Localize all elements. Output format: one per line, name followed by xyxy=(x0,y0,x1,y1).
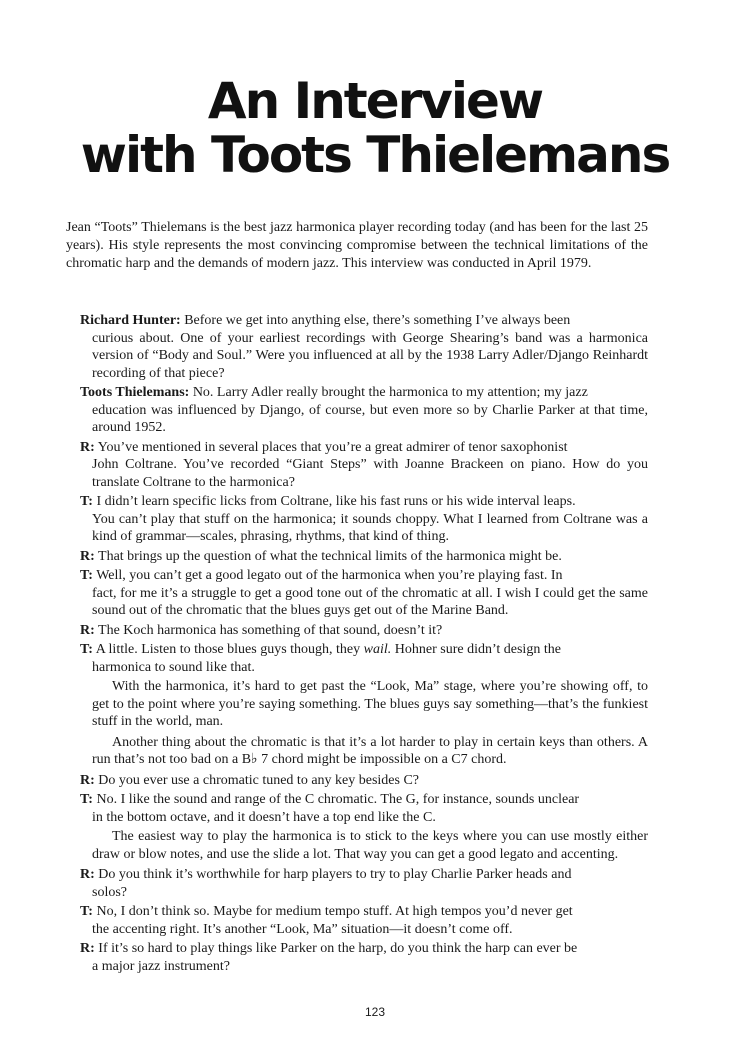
speaker-label: T: xyxy=(80,904,93,919)
dialogue-entry: Toots Thielemans: No. Larry Adler really brought the harmonica to my attention; my jazz education was influenced by Django, of course, but even more so by Charlie Parker at that time, around 1952. xyxy=(80,385,648,435)
continued-paragraph: The easiest way to play the harmonica is to stick to the keys where you can use mostly either draw or blow notes, and use the slide a lot. That way you can get a good legato and accenting. xyxy=(92,829,648,862)
speaker-label: Toots Thielemans: xyxy=(80,385,190,400)
dialogue-entry: T: No, I don’t think so. Maybe for medium tempo stuff. At high tempos you’d never get the accenting right. It’s another “Look, Ma” situation—it doesn’t come off. xyxy=(80,904,573,937)
page-number: 123 xyxy=(364,1005,386,1019)
dialogue-entry: R: You’ve mentioned in several places that you’re a great admirer of tenor saxophonist John Coltrane. You’ve recorded “Giant Steps” with Joanne Brackeen on piano. How do you translate Coltrane to the harmonica? xyxy=(80,439,648,490)
dialogue-entry: Richard Hunter: Before we get into anything else, there’s something I’ve always been curious about. One of your earliest recordings with George Shearing’s band was a harmonica version of “Body and Soul.” Were you influenced at all by the 1938 Larry Adler/Django Reinhardt recording of that piece? xyxy=(80,313,648,381)
speaker-label: R: xyxy=(80,439,95,455)
dialogue-entry: T: I didn’t learn specific licks from Coltrane, like his fast runs or his wide interval leaps. You can’t play that stuff on the harmonica; it sounds choppy. What I learned from Coltrane was a kind of grammar—scales, phrasing, rhythms, that kind of thing. xyxy=(80,494,648,544)
interview-dialogue xyxy=(80,312,648,977)
speaker-label: T: xyxy=(80,792,93,807)
emphasis-text: wail. xyxy=(363,642,392,657)
speaker-label: T: xyxy=(80,494,93,509)
continued-paragraph: With the harmonica, it’s hard to get past the “Look, Ma” stage, where you’re showing off, to get to the point where you’re saying something. The blues guys say something—that’s the funkiest stuff in the world, man. xyxy=(92,679,648,729)
dialogue-entry: R: The Koch harmonica has something of that sound, doesn’t it? xyxy=(80,622,443,638)
dialogue-entry: R: Do you think it’s worthwhile for harp players to try to play Charlie Parker heads and solos? xyxy=(80,867,572,900)
dialogue-entry: R: If it’s so hard to play things like Parker on the harp, do you think the harp can ever be a major jazz instrument? xyxy=(80,941,578,974)
dialogue-entry: T: No. I like the sound and range of the C chromatic. The G, for instance, sounds unclear in the bottom octave, and it doesn’t have a top end like the C. xyxy=(80,792,580,825)
speaker-label: R: xyxy=(80,941,95,956)
title-line-1: An Interview xyxy=(207,72,543,130)
article-title xyxy=(0,74,750,182)
dialogue-entry: T: Well, you can’t get a good legato out of the harmonica when you’re playing fast. In fact, for me it’s a struggle to get a good tone out of the chromatic at all. I wish I could get the same sound out of the chromatic that the blues guys get out of the Marine Band. xyxy=(80,568,648,618)
dialogue-entry: R: Do you ever use a chromatic tuned to any key besides C? xyxy=(80,772,420,788)
intro-paragraph: Jean “Toots” Thielemans is the best jazz harmonica player recording today (and has been for the last 25 years). His style represents the most convincing compromise between the technical limitations of the chromatic harp and the demands of modern jazz. This interview was conducted in April 1979. xyxy=(66,220,648,272)
dialogue-entry: R: That brings up the question of what the technical limits of the harmonica might be. xyxy=(80,548,562,564)
speaker-label: R: xyxy=(80,548,95,564)
speaker-label: R: xyxy=(80,772,95,788)
speaker-label: Richard Hunter: xyxy=(80,313,181,328)
speaker-label: T: xyxy=(80,568,93,583)
speaker-label: T: xyxy=(80,642,93,657)
continued-paragraph: Another thing about the chromatic is that it’s a lot harder to play in certain keys than others. A run that’s not too bad on a B♭ 7 chord might be impossible on a C7 chord. xyxy=(92,734,648,767)
dialogue-entry: T: A little. Listen to those blues guys though, they wail. Hohner sure didn’t design the harmonica to sound like that. xyxy=(80,642,561,675)
speaker-label: R: xyxy=(80,622,95,638)
speaker-label: R: xyxy=(80,867,95,882)
title-line-2: with Toots Thielemans xyxy=(80,126,670,184)
